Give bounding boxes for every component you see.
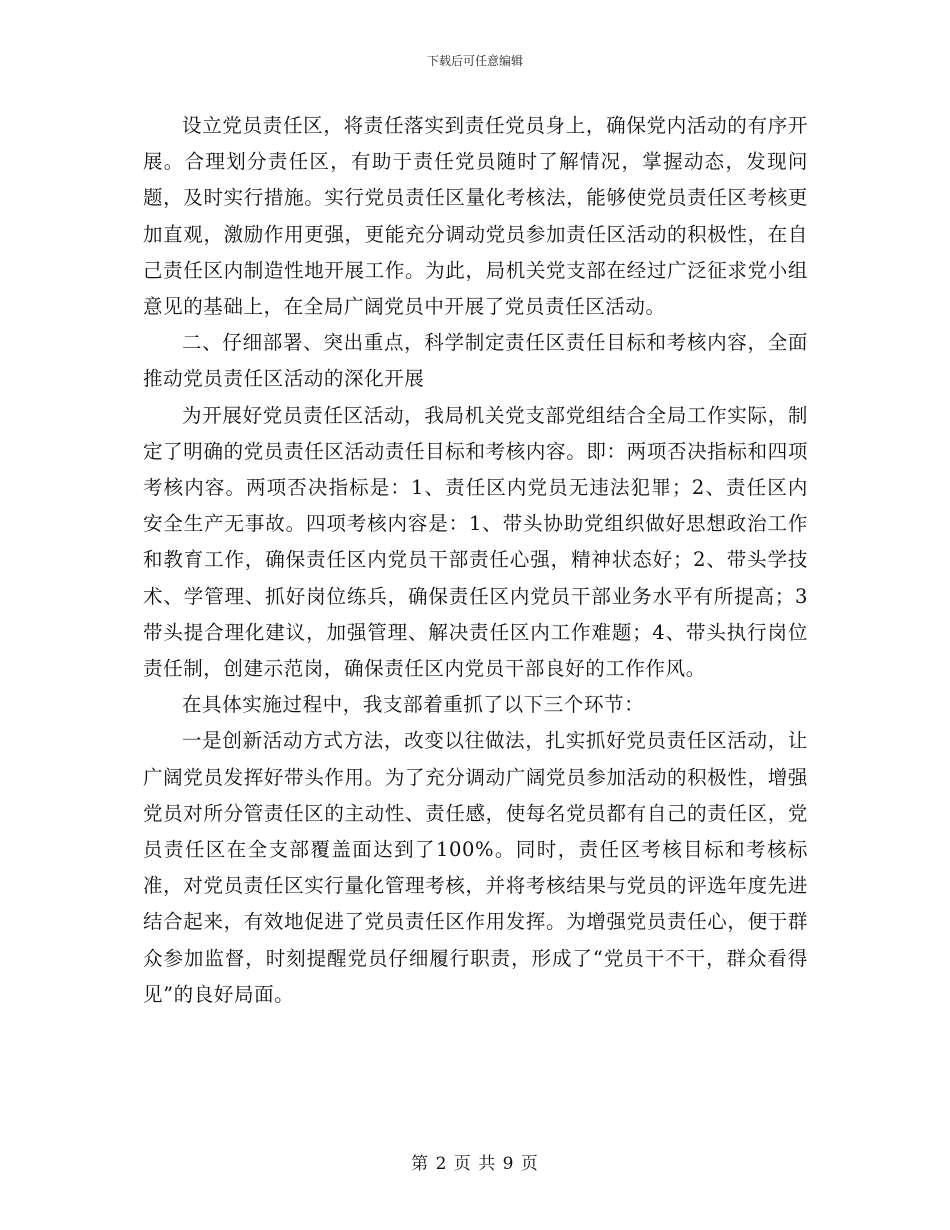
page-header-note: 下载后可任意编辑 xyxy=(426,54,523,68)
body-paragraph-4: 在具体实施过程中，我支部着重抓了以下三个环节： xyxy=(182,693,645,717)
body-paragraph-5: 一是创新活动方式方法，改变以往做法，扎实抓好党员责任区活动，让广阔党员发挥好带头作用。为了充分调动广阔党员参加活动的积极性，增强党员对所分管责任区的主动性、责任感，使每名党员都有自己的责任区，党员责任区在全支部覆盖面达到了100%。同时，责任区考核目标和考核标准，对党员责任区实行量化管理考核，并将考核结果与党员的评选年度先进结合起来，有效地促进了党员责任区作用发挥。为增强党员责任心，便于群众参加监督，时刻提醒党员仔细履行职责，形成了“党员干不干，群众看得见”的良好局面。 xyxy=(143,729,808,1006)
section-heading-2: 二、仔细部署、突出重点，科学制定责任区责任目标和考核内容，全面推动党员责任区活动的深化开展 xyxy=(143,331,808,391)
body-paragraph-3: 为开展好党员责任区活动，我局机关党支部党组结合全局工作实际，制定了明确的党员责任区活动责任目标和考核内容。即：两项否决指标和四项考核内容。两项否决指标是：1、责任区内党员无违法犯罪；2、责任区内安全生产无事故。四项考核内容是：1、带头协助党组织做好思想政治工作和教育工作，确保责任区内党员干部责任心强，精神状态好；2、带头学技术、学管理、抓好岗位练兵，确保责任区内党员干部业务水平有所提高；3带头提合理化建议，加强管理、解决责任区内工作难题；4、带头执行岗位责任制，创建示范岗，确保责任区内党员干部良好的工作作风。 xyxy=(143,403,808,681)
document-body xyxy=(143,108,808,1013)
body-paragraph-1: 设立党员责任区，将责任落实到责任党员身上，确保党内活动的有序开展。合理划分责任区，有助于责任党员随时了解情况，掌握动态，发现问题，及时实行措施。实行党员责任区量化考核法，能够使党员责任区考核更加直观，激励作用更强，更能充分调动党员参加责任区活动的积极性，在自己责任区内制造性地开展工作。为此，局机关党支部在经过广泛征求党小组意见的基础上，在全局广阔党员中开展了党员责任区活动。 xyxy=(143,114,808,319)
page-number-footer: 第 2 页 共 9 页 xyxy=(411,1154,539,1174)
